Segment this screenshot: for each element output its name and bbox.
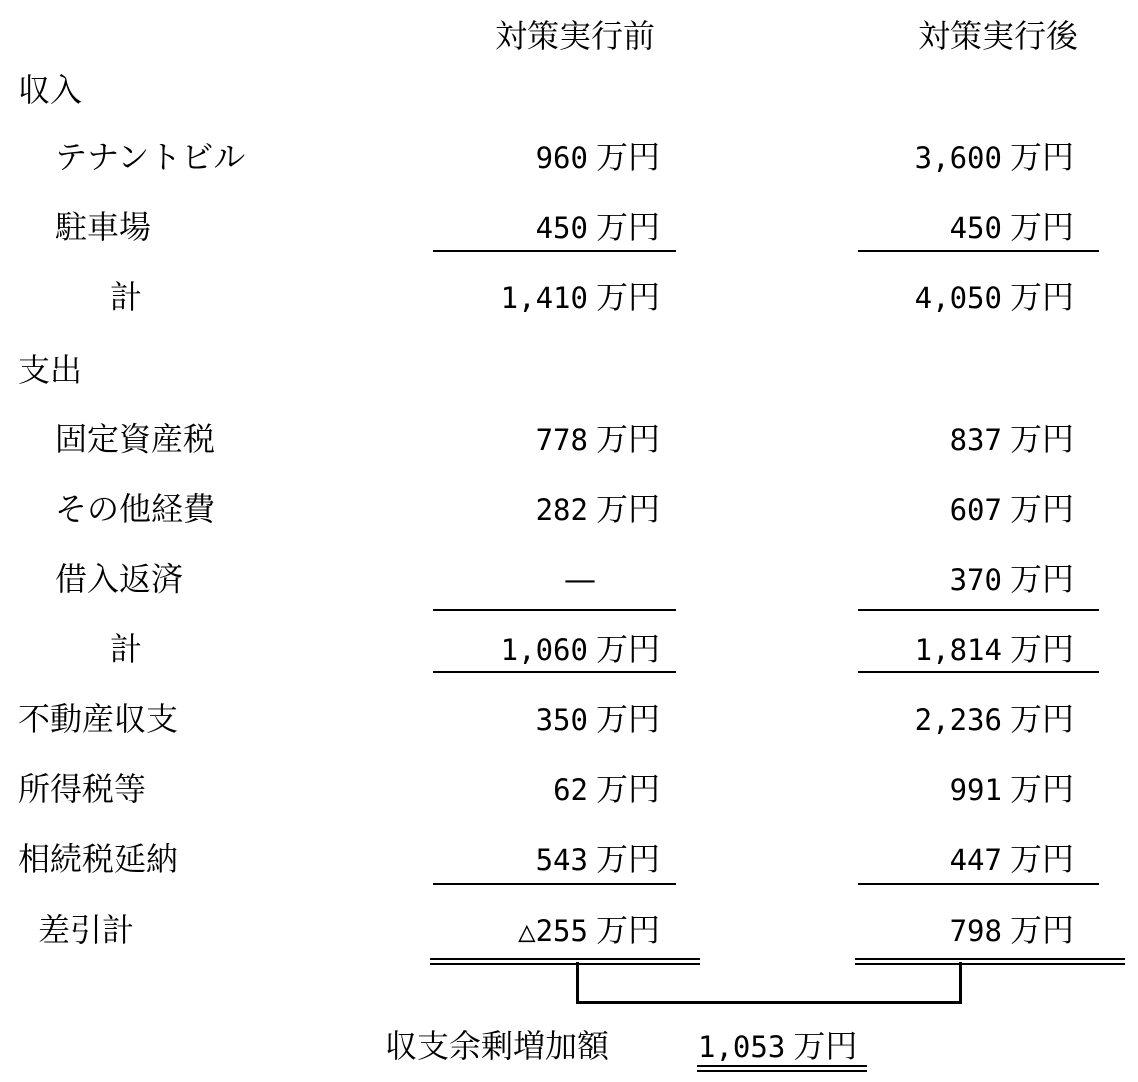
summary-double-underline — [697, 1065, 867, 1072]
value-before-inheritance-tax-deferral — [536, 839, 660, 885]
value-number: 798 — [949, 914, 1002, 948]
value-unit: 万円 — [595, 770, 660, 808]
row-label-loan-repayment: 借入返済 — [55, 560, 184, 598]
value-number: 2,236 — [914, 703, 1002, 737]
value-number: 1,053 — [698, 1030, 786, 1064]
value-after-expense-total — [915, 629, 1074, 675]
value-number: 1,814 — [914, 633, 1002, 667]
value-after-property-tax — [950, 419, 1074, 465]
row-label-income-total: 計 — [110, 278, 143, 316]
value-after-income-tax — [950, 769, 1074, 815]
value-number: 350 — [535, 703, 588, 737]
value-before-parking — [536, 207, 660, 253]
value-number: 370 — [949, 563, 1002, 597]
value-number: 837 — [949, 423, 1002, 457]
value-unit: 万円 — [595, 700, 660, 738]
value-number: 543 — [535, 843, 588, 877]
value-unit: 万円 — [1009, 420, 1074, 458]
value-unit: 万円 — [1009, 700, 1074, 738]
value-after-other-expenses — [950, 489, 1074, 535]
header-before: 対策実行前 — [495, 17, 656, 55]
value-unit: 万円 — [595, 208, 660, 246]
value-after-parking — [950, 207, 1074, 253]
row-label-net-total: 差引計 — [38, 911, 135, 949]
value-unit: 万円 — [1009, 208, 1074, 246]
value-unit: 万円 — [1009, 630, 1074, 668]
row-label-property-tax: 固定資産税 — [55, 420, 216, 458]
value-unit: 万円 — [595, 840, 660, 878]
value-unit: 万円 — [595, 490, 660, 528]
value-after-inheritance-tax-deferral — [950, 839, 1074, 885]
subtotal-rule-after — [858, 609, 1099, 611]
value-unit: 万円 — [595, 278, 660, 316]
row-label-real-estate-balance: 不動産収支 — [18, 700, 179, 738]
value-unit: 万円 — [1009, 911, 1074, 949]
value-number: 450 — [535, 211, 588, 245]
value-after-loan-repayment — [950, 559, 1074, 605]
value-before-income-total — [501, 277, 660, 323]
value-number: 607 — [949, 493, 1002, 527]
header-after: 対策実行後 — [918, 17, 1079, 55]
net-rule-before — [433, 883, 676, 885]
value-after-real-estate-balance — [915, 699, 1074, 745]
value-unit: 万円 — [1009, 138, 1074, 176]
value-before-other-expenses — [536, 489, 660, 535]
subtotal-rule-after — [858, 250, 1099, 252]
value-number: 778 — [535, 423, 588, 457]
value-unit: 万円 — [595, 630, 660, 668]
section-income-label: 収入 — [18, 71, 83, 109]
value-before-property-tax — [536, 419, 660, 465]
value-before-tenant-building — [536, 137, 660, 183]
value-number: 1,410 — [500, 281, 588, 315]
total-rule-after — [858, 671, 1099, 673]
value-before-income-tax — [553, 769, 660, 815]
total-rule-before — [433, 671, 676, 673]
row-label-inheritance-tax-deferral: 相続税延納 — [18, 840, 179, 878]
value-number: 450 — [949, 211, 1002, 245]
subtotal-rule-before — [433, 250, 676, 252]
value-number: 4,050 — [914, 281, 1002, 315]
value-number: 1,060 — [500, 633, 588, 667]
value-number: △255 — [518, 914, 588, 948]
value-unit: 万円 — [595, 911, 660, 949]
value-before-net-total — [518, 910, 660, 956]
value-after-tenant-building — [915, 137, 1074, 183]
value-unit: 万円 — [793, 1027, 858, 1065]
row-label-expense-total: 計 — [110, 630, 143, 668]
value-number: 62 — [553, 773, 588, 807]
difference-bracket — [576, 962, 962, 1004]
value-unit: 万円 — [595, 420, 660, 458]
value-number: 282 — [535, 493, 588, 527]
value-unit: 万円 — [1009, 770, 1074, 808]
value-unit: 万円 — [1009, 560, 1074, 598]
row-label-income-tax: 所得税等 — [18, 770, 147, 808]
value-before-loan-repayment: — — [564, 560, 596, 598]
row-label-other-expenses: その他経費 — [55, 490, 216, 528]
row-label-parking: 駐車場 — [55, 208, 152, 246]
section-expense-label: 支出 — [18, 351, 83, 389]
value-unit: 万円 — [595, 138, 660, 176]
value-unit: 万円 — [1009, 490, 1074, 528]
row-label-tenant-building: テナントビル — [55, 138, 246, 176]
net-rule-after — [858, 883, 1099, 885]
value-unit: 万円 — [1009, 840, 1074, 878]
value-number: 991 — [949, 773, 1002, 807]
value-after-net-total — [950, 910, 1074, 956]
value-unit: 万円 — [1009, 278, 1074, 316]
summary-label: 収支余剰増加額 — [385, 1027, 610, 1065]
value-after-income-total — [915, 277, 1074, 323]
value-before-real-estate-balance — [536, 699, 660, 745]
value-before-expense-total — [501, 629, 660, 675]
value-number: 3,600 — [914, 141, 1002, 175]
subtotal-rule-before — [433, 609, 676, 611]
value-number: 447 — [949, 843, 1002, 877]
value-number: 960 — [535, 141, 588, 175]
